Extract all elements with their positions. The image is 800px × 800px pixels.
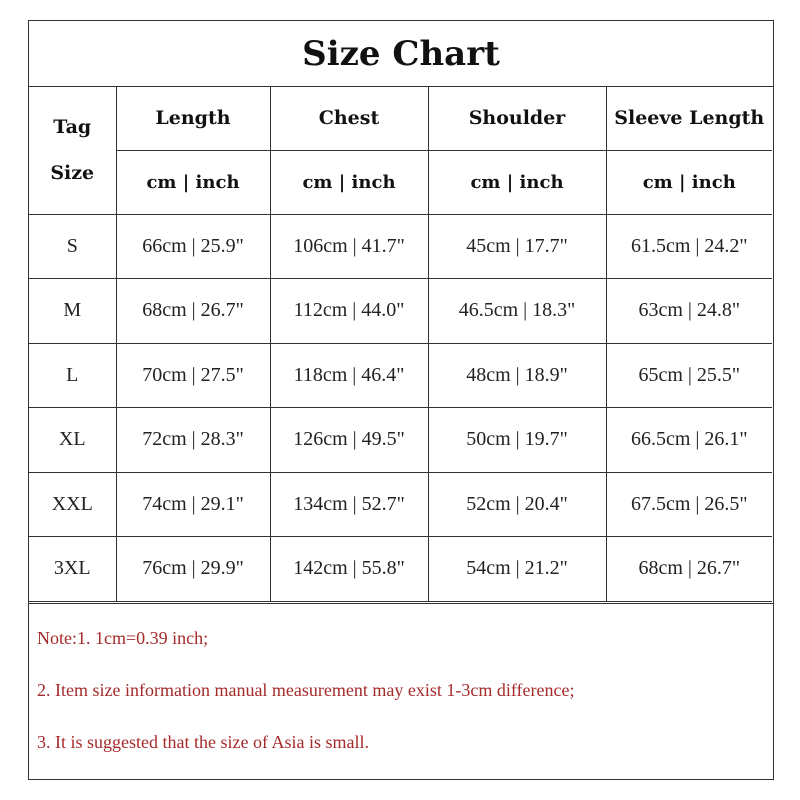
notes-section <box>29 603 773 779</box>
sleeve-cell: 67.5cm | 26.5" <box>606 472 772 537</box>
size-cell: XXL <box>29 472 116 537</box>
unit-label-sleeve: cm | inch <box>606 150 772 214</box>
length-cell: 72cm | 28.3" <box>116 408 270 473</box>
chest-cell: 118cm | 46.4" <box>270 343 428 408</box>
column-header-sleeve-length: Sleeve Length <box>606 86 772 150</box>
column-header-chest: Chest <box>270 86 428 150</box>
table-row <box>29 279 772 344</box>
chest-cell: 126cm | 49.5" <box>270 408 428 473</box>
table-row <box>29 343 772 408</box>
sleeve-cell: 65cm | 25.5" <box>606 343 772 408</box>
size-cell: L <box>29 343 116 408</box>
column-header-length: Length <box>116 86 270 150</box>
chest-cell: 142cm | 55.8" <box>270 537 428 602</box>
header-row <box>29 86 772 150</box>
unit-label-length: cm | inch <box>116 150 270 214</box>
tag-size-line1: Tag <box>53 115 92 138</box>
table-row <box>29 537 772 602</box>
size-cell: 3XL <box>29 537 116 602</box>
note-line-1: Note:1. 1cm=0.39 inch; <box>37 628 209 648</box>
sleeve-cell: 61.5cm | 24.2" <box>606 214 772 279</box>
sleeve-cell: 63cm | 24.8" <box>606 279 772 344</box>
size-cell: S <box>29 214 116 279</box>
shoulder-cell: 54cm | 21.2" <box>428 537 606 602</box>
table-row <box>29 472 772 537</box>
unit-label-shoulder: cm | inch <box>428 150 606 214</box>
length-cell: 76cm | 29.9" <box>116 537 270 602</box>
length-cell: 74cm | 29.1" <box>116 472 270 537</box>
length-cell: 68cm | 26.7" <box>116 279 270 344</box>
sleeve-cell: 66.5cm | 26.1" <box>606 408 772 473</box>
table-row <box>29 214 772 279</box>
length-cell: 66cm | 25.9" <box>116 214 270 279</box>
size-cell: M <box>29 279 116 344</box>
shoulder-cell: 48cm | 18.9" <box>428 343 606 408</box>
chest-cell: 134cm | 52.7" <box>270 472 428 537</box>
size-table <box>29 86 772 602</box>
chest-cell: 112cm | 44.0" <box>270 279 428 344</box>
sleeve-cell: 68cm | 26.7" <box>606 537 772 602</box>
unit-label-chest: cm | inch <box>270 150 428 214</box>
length-cell: 70cm | 27.5" <box>116 343 270 408</box>
size-cell: XL <box>29 408 116 473</box>
column-header-shoulder: Shoulder <box>428 86 606 150</box>
chart-title: Size Chart <box>29 21 773 87</box>
tag-size-line2: Size <box>50 161 95 184</box>
table-body <box>29 214 772 601</box>
shoulder-cell: 52cm | 20.4" <box>428 472 606 537</box>
tag-size-header <box>29 86 116 214</box>
note-line-3: 3. It is suggested that the size of Asia is small. <box>37 732 369 752</box>
size-chart-frame <box>28 20 774 780</box>
shoulder-cell: 46.5cm | 18.3" <box>428 279 606 344</box>
unit-row <box>29 150 772 214</box>
table-row <box>29 408 772 473</box>
shoulder-cell: 45cm | 17.7" <box>428 214 606 279</box>
shoulder-cell: 50cm | 19.7" <box>428 408 606 473</box>
note-line-2: 2. Item size information manual measurement may exist 1-3cm difference; <box>37 680 575 700</box>
chest-cell: 106cm | 41.7" <box>270 214 428 279</box>
